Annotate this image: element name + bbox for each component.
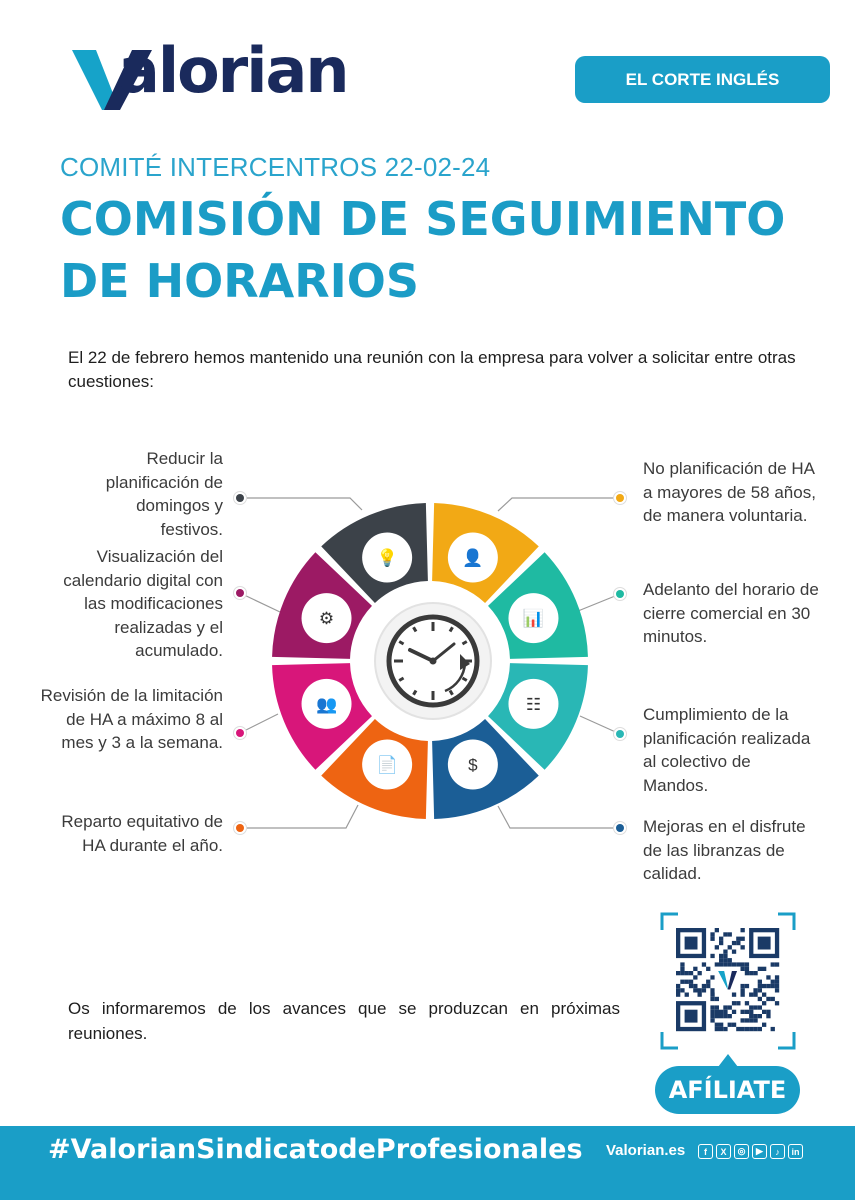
website-link[interactable]: Valorian.es (606, 1142, 686, 1159)
intro-text: El 22 de febrero hemos mantenido una reunión con la empresa para volver a solicitar entre otras cuestiones: (68, 348, 796, 391)
item-label-ha-limit: Revisión de la limitación de HA a máximo 8 al mes y 3 a la semana. (40, 686, 223, 752)
facebook-icon[interactable]: f (698, 1144, 713, 1159)
meeting-subtitle: COMITÉ INTERCENTROS 22-02-24 (60, 152, 491, 182)
footer-hashtag: #ValorianSindicatodeProfesionales (48, 1134, 583, 1165)
lightbulb-icon: 💡 (376, 548, 398, 568)
item-label-sundays: Reducir la planificación de domingos y festivos. (105, 449, 223, 539)
item-label-managers-planning: Cumplimiento de la planificación realizada al colectivo de Mandos. (643, 705, 811, 795)
tiktok-icon[interactable]: ♪ (770, 1144, 785, 1159)
people-icon: 👤 (462, 548, 484, 568)
logo-wordmark: alorian (118, 34, 348, 107)
item-label-digital-calendar: Visualización del calendario digital con las modificaciones realizadas y el acumulado. (63, 547, 223, 660)
connector-line (498, 498, 620, 511)
instagram-icon[interactable]: ◎ (734, 1144, 749, 1159)
affiliate-button[interactable]: AFÍLIATE (655, 1066, 800, 1114)
clock-icon (375, 603, 491, 719)
page-title: COMISIÓN DE SEGUIMIENTO DE HORARIOS (60, 192, 786, 308)
qr-code[interactable] (660, 912, 796, 1050)
connector-line (240, 498, 362, 510)
item-label-ha-distribution: Reparto equitativo de HA durante el año. (61, 812, 223, 855)
gear-search-icon: ⚙ (318, 609, 335, 629)
social-icons (698, 1144, 803, 1159)
connector-line (498, 806, 620, 828)
company-badge: EL CORTE INGLÉS (575, 56, 830, 103)
youtube-icon[interactable]: ▶ (752, 1144, 767, 1159)
closing-text: Os informaremos de los avances que se produzcan en próximas reuniones. (68, 999, 620, 1043)
x-icon[interactable]: X (716, 1144, 731, 1159)
linkedin-icon[interactable]: in (788, 1144, 803, 1159)
org-chart-icon: ☷ (525, 694, 542, 714)
group-icon: 👥 (315, 694, 338, 714)
item-label-days-off: Mejoras en el disfrute de las libranzas de calidad. (643, 817, 806, 883)
hand-coin-icon: $ (468, 755, 478, 775)
document-icon: 📄 (376, 755, 398, 775)
item-label-closing-time: Adelanto del horario de cierre comercial en 30 minutos. (643, 580, 819, 646)
connector-line (240, 805, 358, 828)
item-label-over-58: No planificación de HA a mayores de 58 años, de manera voluntaria. (643, 459, 816, 525)
chart-icon: 📊 (522, 609, 545, 629)
